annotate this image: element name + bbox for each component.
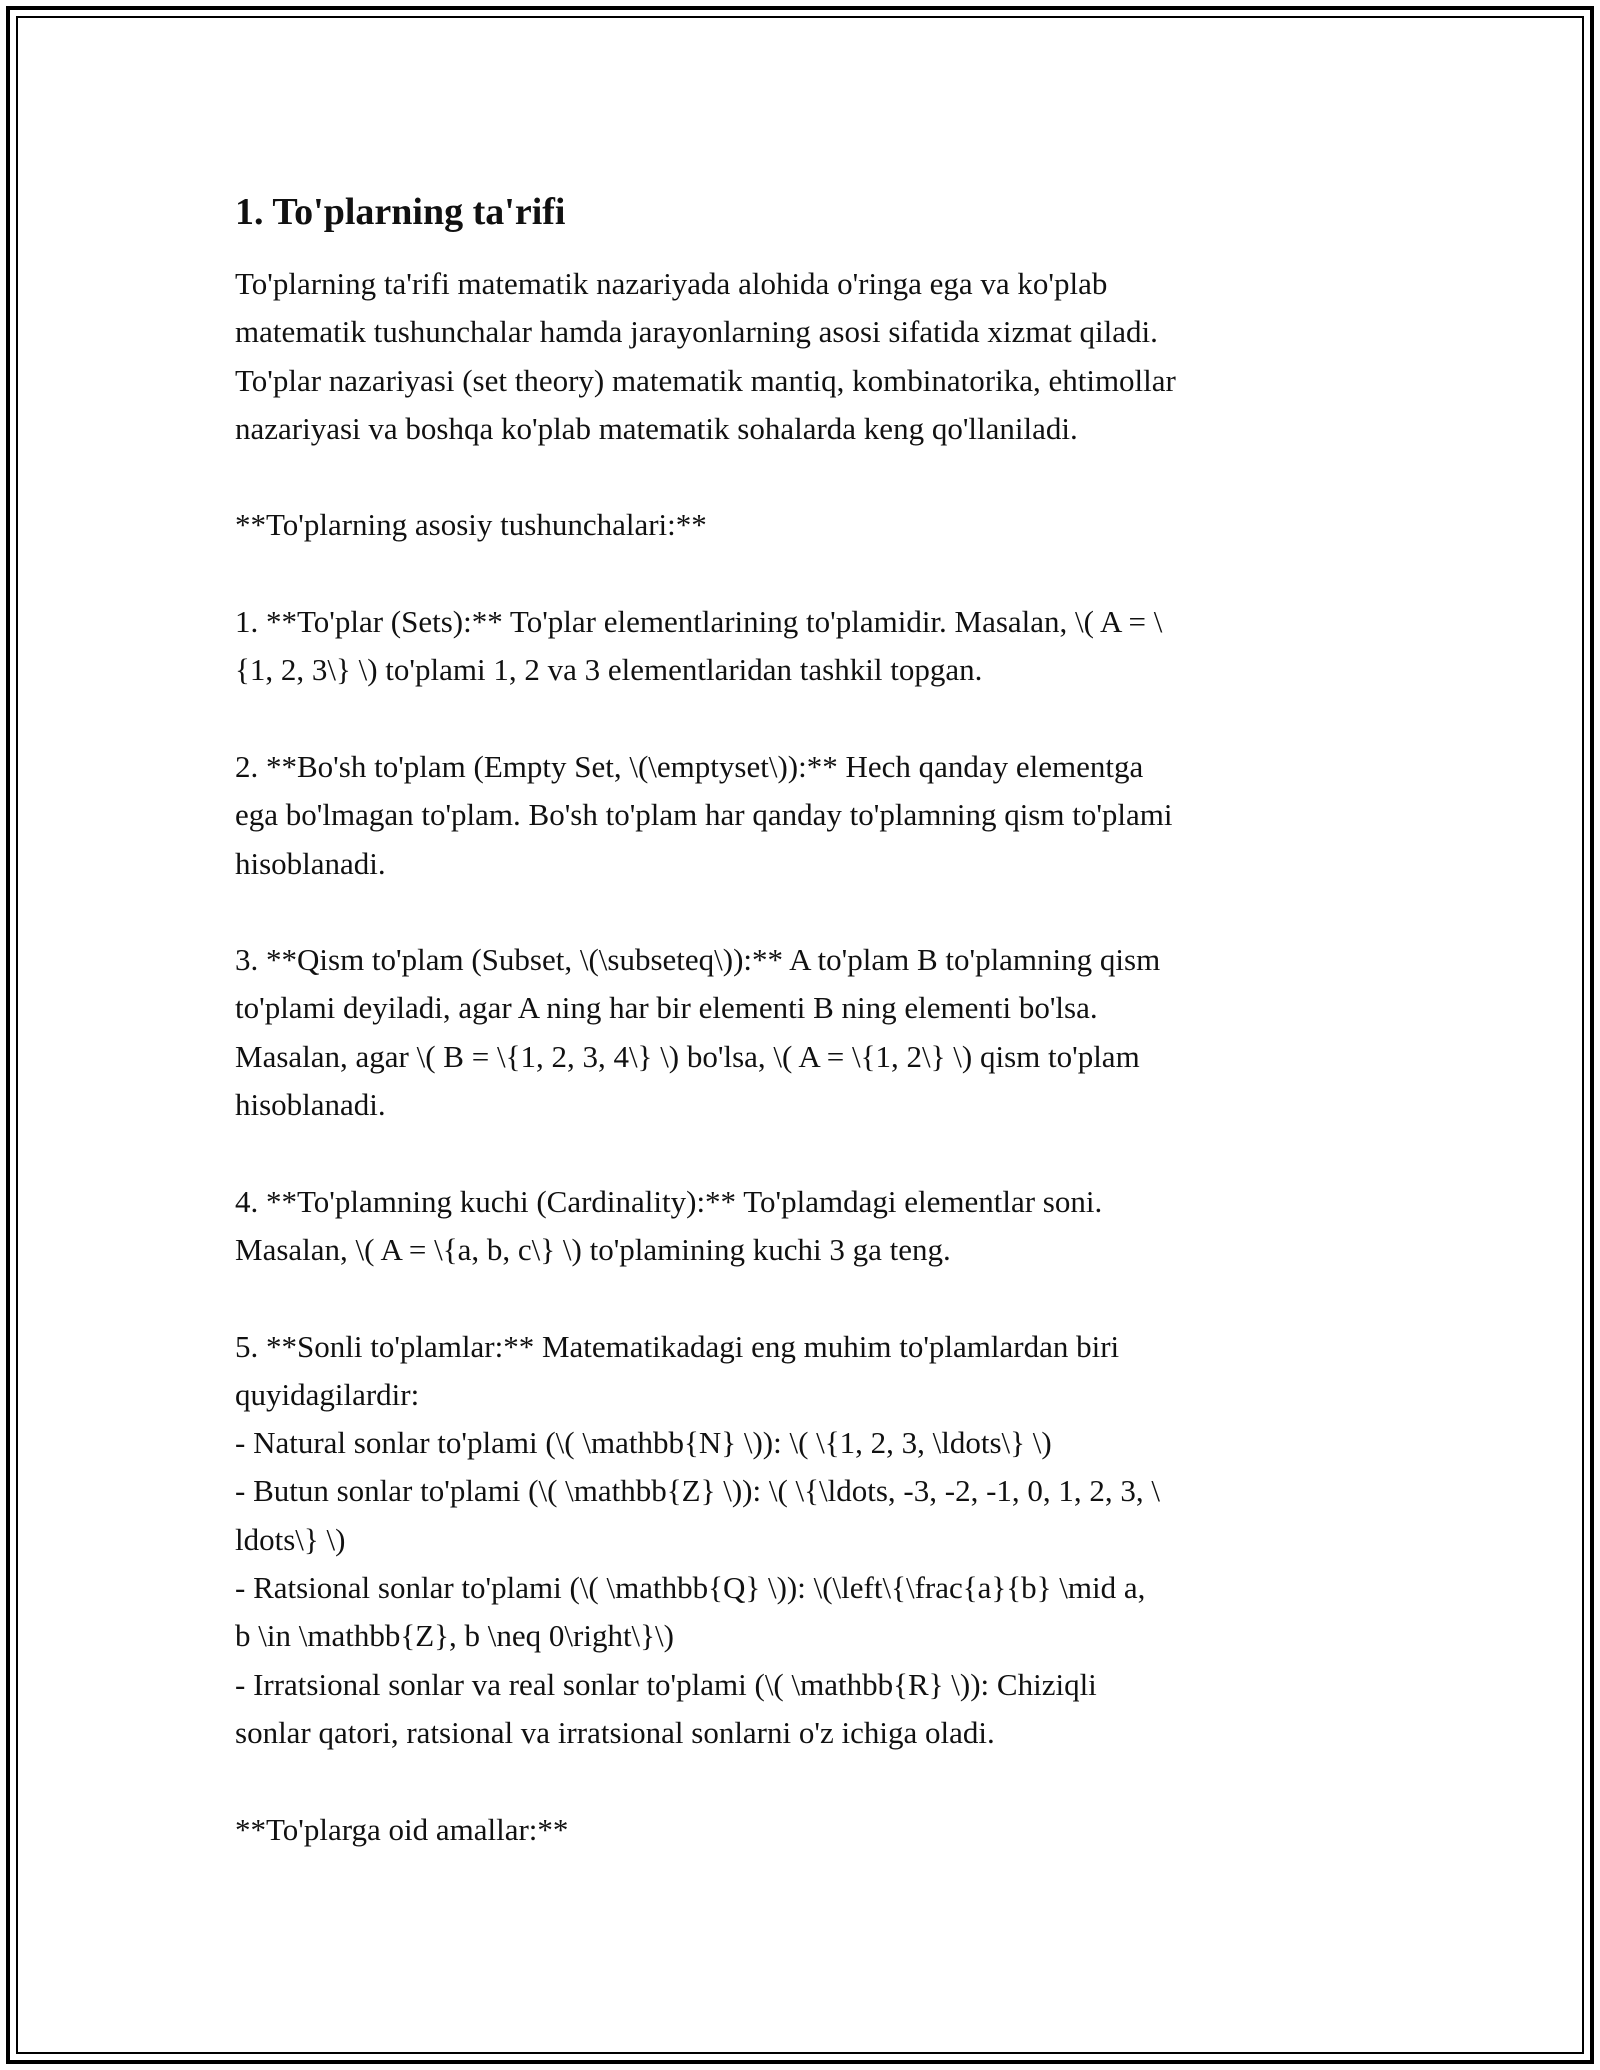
intro-paragraph: To'plarning ta'rifi matematik nazariyada alohida o'ringa ega va ko'plab matematik tushunchalar hamda jarayonlarning asosi sifatida xizmat qiladi. To'plar nazariyasi (set theory) matematik mantiq, kombinatorika, ehtimollar nazariyasi va boshqa ko'plab matematik sohalarda keng qo'llaniladi.: [235, 266, 1176, 446]
document-body: [235, 186, 1375, 1854]
paragraph-gap: [235, 1757, 1375, 1805]
section-heading: 1. To'plarning ta'rifi: [235, 191, 566, 233]
paragraph-gap: [235, 888, 1375, 936]
list-item-sets: 1. **To'plar (Sets):** To'plar elementlarining to'plamidir. Masalan, \( A = \ {1, 2, 3\} \) to'plami 1, 2 va 3 elementlaridan tashkil topgan.: [235, 604, 1163, 688]
list-item-empty-set: 2. **Bo'sh to'plam (Empty Set, \(\emptyset\)):** Hech qanday elementga ega bo'lmagan to'plam. Bo'sh to'plam har qanday to'plamning qism to'plami hisoblanadi.: [235, 748, 1173, 881]
paragraph-gap: [235, 453, 1375, 501]
list-item-number-sets: 5. **Sonli to'plamlar:** Matematikadagi eng muhim to'plamlardan biri quyidagilardir: - Natural sonlar to'plami (\( \mathbb{N} \)): \( \{1, 2, 3, \ldots\} \) - Butun sonlar to'plami (\( \mathbb{Z} \)): \( \{\ldots, -3, -2, -1, 0, 1, 2, 3, \ ldots\} \) - Ratsional sonlar to'plami (\( \mathbb{Q} \)): \(\left\{\frac{a}{b} \mid a, b \in \mathbb{Z}, b \neq 0\right\}\) - Irratsional sonlar va real sonlar to'plami (\( \mathbb{R} \)): Chiziqli sonlar qatori, ratsional va irratsional sonlarni o'z ichiga oladi.: [235, 1328, 1161, 1750]
paragraph-gap: [235, 1129, 1375, 1177]
basics-title: **To'plarning asosiy tushunchalari:**: [235, 507, 707, 543]
operations-title: **To'plarga oid amallar:**: [235, 1811, 569, 1847]
paragraph-gap: [235, 550, 1375, 598]
list-item-cardinality: 4. **To'plamning kuchi (Cardinality):** To'plamdagi elementlar soni. Masalan, \( A = \{a, b, c\} \) to'plamining kuchi 3 ga teng.: [235, 1183, 1103, 1267]
paragraph-gap: [235, 1274, 1375, 1322]
list-item-subset: 3. **Qism to'plam (Subset, \(\subseteq\)):** A to'plam B to'plamning qism to'plami deyiladi, agar A ning har bir elementi B ning elementi bo'lsa. Masalan, agar \( B = \{1, 2, 3, 4\} \) bo'lsa, \( A = \{1, 2\} \) qism to'plam hisoblanadi.: [235, 942, 1161, 1123]
paragraph-gap: [235, 695, 1375, 743]
